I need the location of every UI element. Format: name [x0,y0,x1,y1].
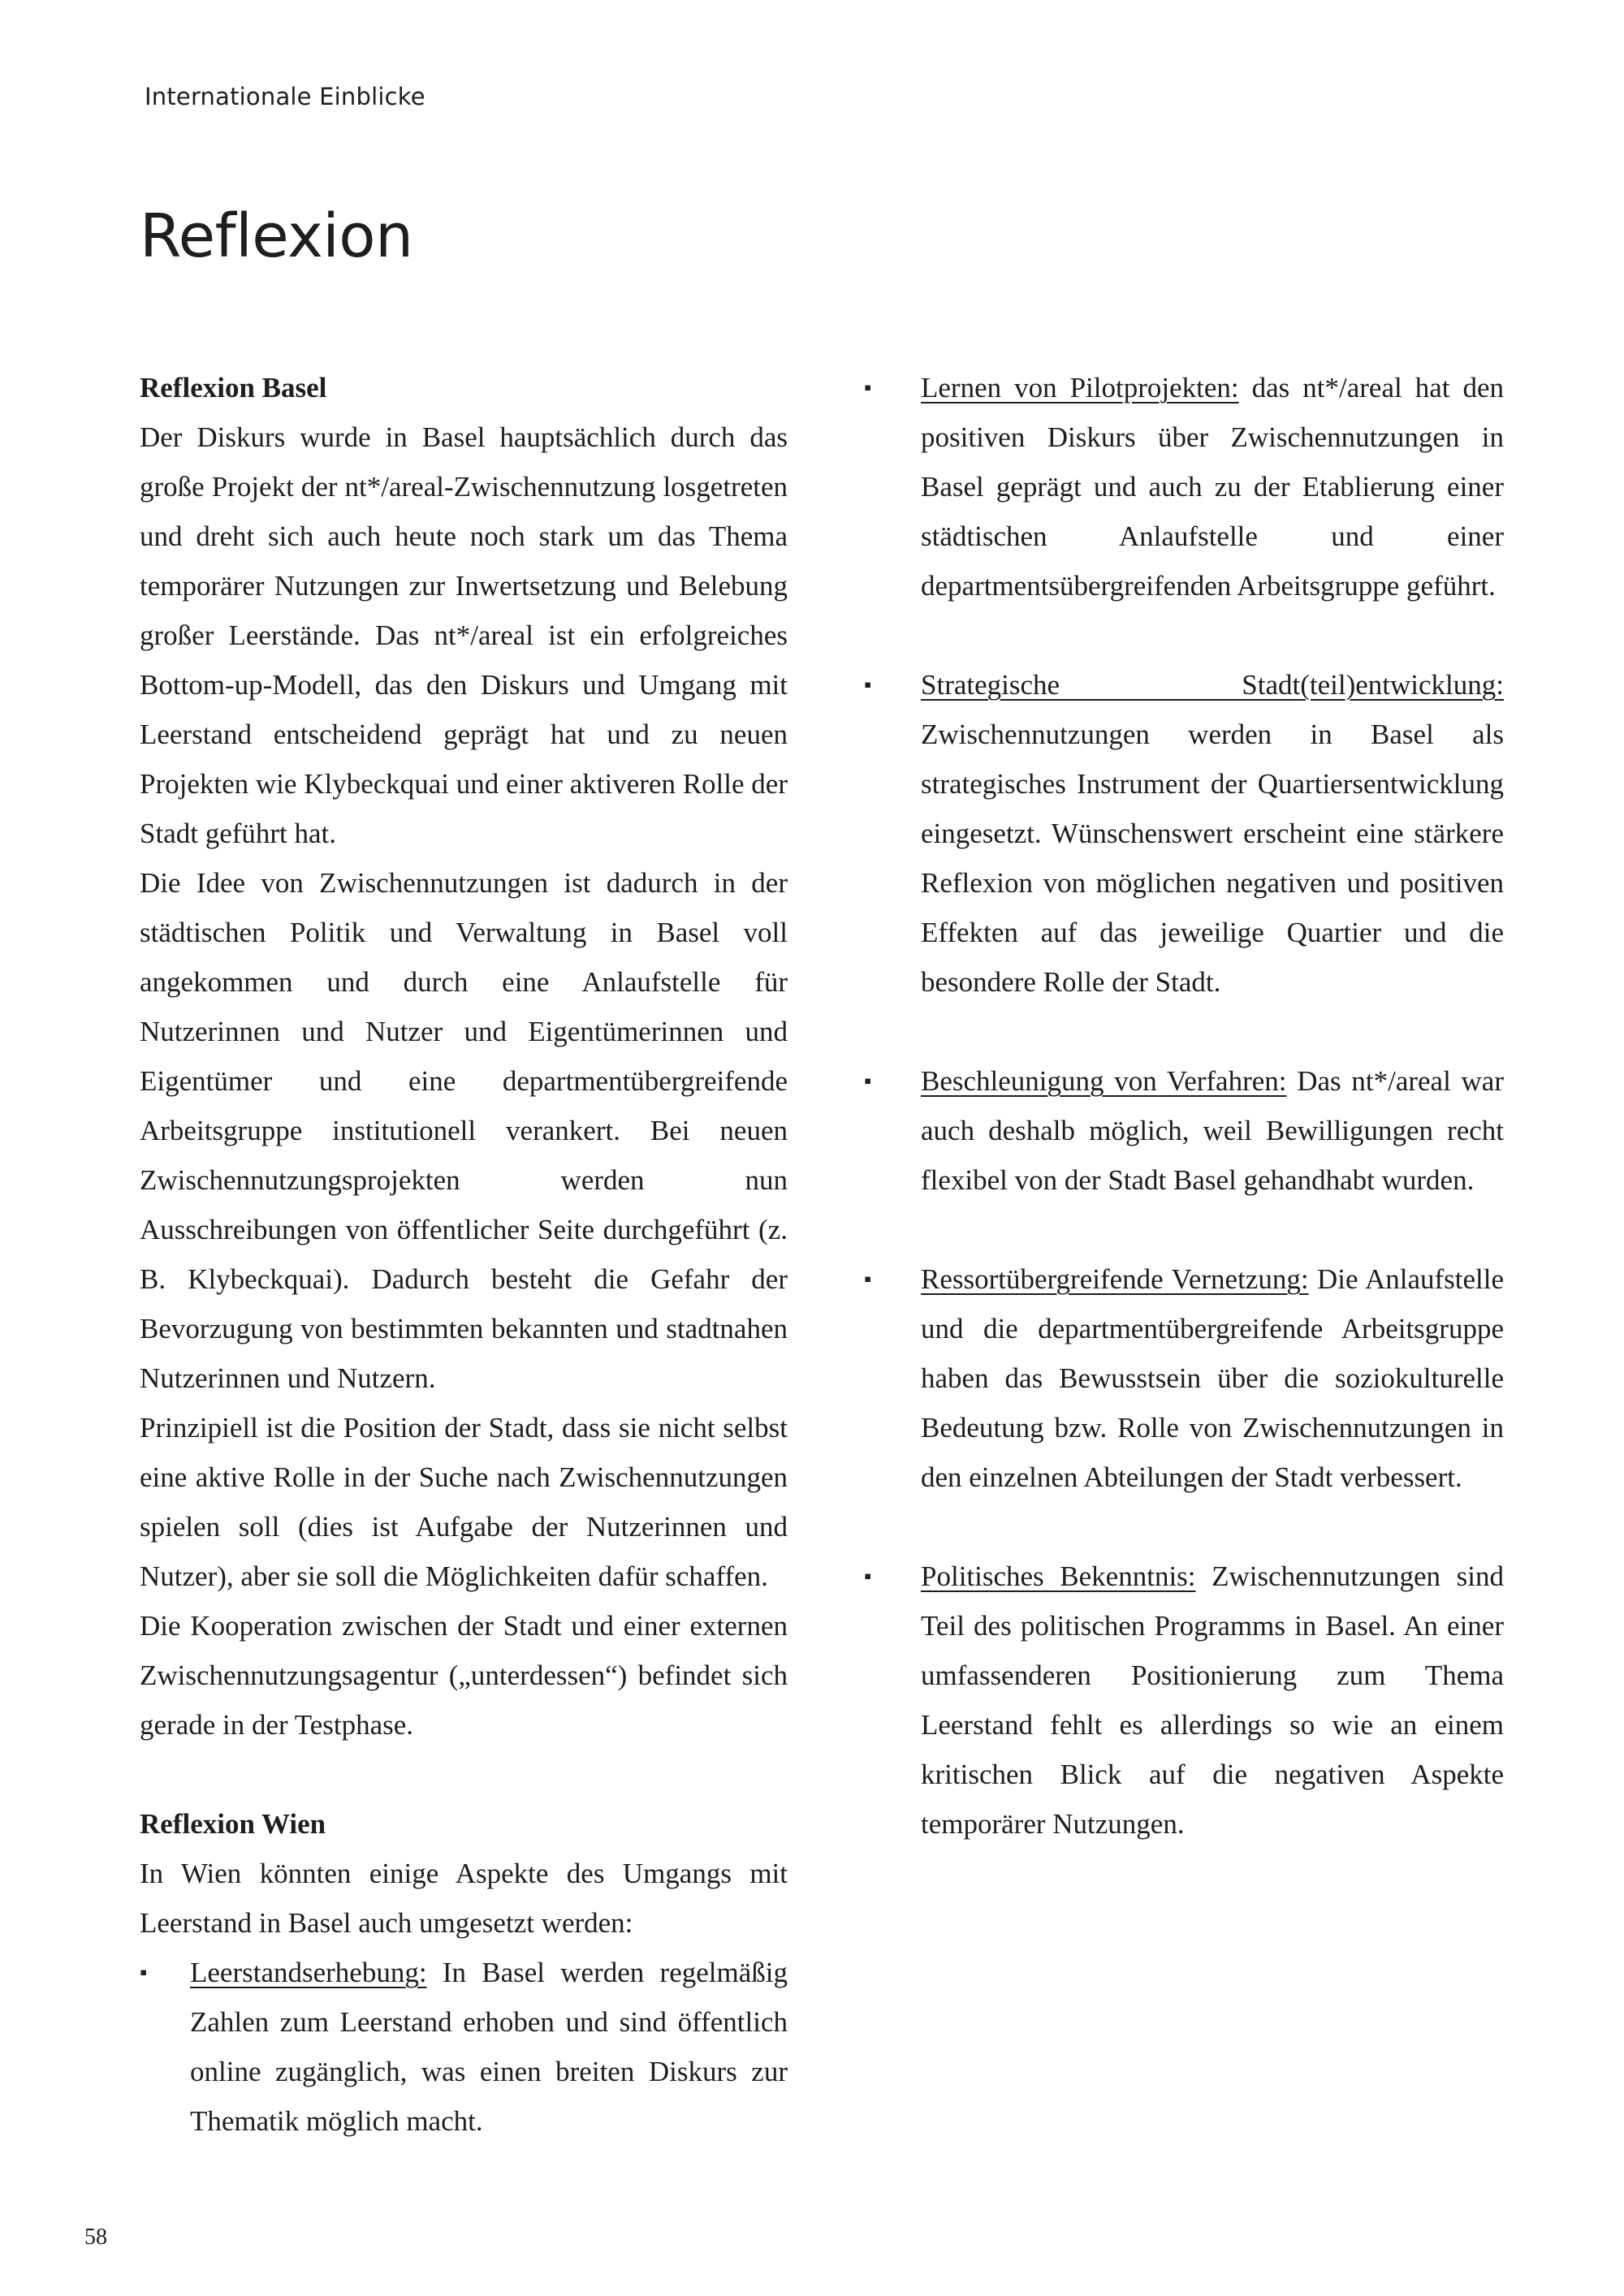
bullet-lead: Ressortübergreifende Vernetzung: [921,1263,1309,1295]
bullet-text: Die Anlaufstelle und die departmentübergreifende Arbeitsgruppe haben das Bewusstsein über die soziokulturelle Bedeutung bzw. Rolle von Zwischennutzungen in den einzelnen Abteilungen der Stadt verbessert. [921,1263,1504,1493]
list-item [864,363,1505,611]
bullet-text: das nt*/areal hat den positiven Diskurs über Zwischennutzungen in Basel geprägt und auch zu der Etablierung einer städtischen Anlaufstelle und einer departmentsübergreifenden Arbeitsgruppe geführt. [921,372,1505,602]
bullet-lead: Lernen von Pilotprojekten: [921,372,1239,404]
list-item [864,1552,1504,1849]
bullet-square-icon: ▪ [864,1069,872,1093]
bullet-text: Zwischennutzungen werden in Basel als strategisches Instrument der Quartiersentwicklung eingesetzt. Wünschenswert erscheint eine stärkere Reflexion von möglichen negativen und positiven Effekten auf das jeweilige Quartier und die besondere Rolle der Stadt. [921,719,1504,998]
bullet-square-icon: ▪ [140,1961,148,1984]
paragraph: Prinzipiell ist die Position der Stadt, dass sie nicht selbst eine aktive Rolle in der Suche nach Zwischennutzungen spielen soll (dies ist Aufgabe der Nutzerinnen und Nutzer), aber sie soll die Möglichkeiten dafür schaffen. [140,1412,788,1592]
running-head: Internationale Einblicke [145,83,425,110]
paragraph: Die Idee von Zwischennutzungen ist dadurch in der städtischen Politik und Verwaltung in Basel voll angekommen und durch eine Anlaufstelle für Nutzerinnen und Nutzer und Eigentümerinnen und Eigentümer und eine departmentübergreifende Arbeitsgruppe institutionell verankert. Bei neuen Zwischennutzungsprojekten werden nun Ausschreibungen von öffentlicher Seite durchgeführt (z. B. Klybeckquai). Dadurch besteht die Gefahr der Bevorzugung von bestimmten bekannten und stadtnahen Nutzerinnen und Nutzern. [140,867,788,1394]
bullet-square-icon: ▪ [864,1267,872,1291]
bullet-text: Das nt*/areal war auch deshalb möglich, weil Bewilligungen recht flexibel von der Stadt Basel gehandhabt wurden. [921,1065,1504,1196]
list-item [864,1056,1504,1205]
spacer [140,1750,788,1799]
bullet-lead: Strategische Stadt(teil)entwicklung: [921,669,1504,701]
paragraph: In Wien könnten einige Aspekte des Umgangs mit Leerstand in Basel auch umgesetzt werden: [140,1858,788,1939]
right-column [864,363,1505,1898]
bullet-lead: Leerstandserhebung: [190,1957,427,1988]
bullet-lead: Beschleunigung von Verfahren: [921,1065,1287,1097]
bullet-text: Zwischennutzungen sind Teil des politischen Programms in Basel. An einer umfassenderen Positionierung zum Thema Leerstand fehlt es allerdings so wie an einem kritischen Blick auf die negativen Aspekte temporärer Nutzungen. [921,1560,1504,1840]
section-heading-basel: Reflexion Basel [140,372,327,404]
list-item [864,1254,1504,1502]
bullet-list [864,363,1505,1849]
left-column [140,363,788,2146]
list-item [864,660,1504,1007]
paragraph: Der Diskurs wurde in Basel hauptsächlich durch das große Projekt der nt*/areal-Zwischennutzung losgetreten und dreht sich auch heute noch stark um das Thema temporärer Nutzungen zur Inwertsetzung und Belebung großer Leerstände. Das nt*/areal ist ein erfolgreiches Bottom-up-Modell, das den Diskurs und Umgang mit Leerstand entscheidend geprägt hat und zu neuen Projekten wie Klybeckquai und einer aktiveren Rolle der Stadt geführt hat. [140,421,788,849]
bullet-list [140,1948,788,2146]
list-item [140,1948,788,2146]
bullet-square-icon: ▪ [864,376,872,399]
bullet-text: In Basel werden regelmäßig Zahlen zum Leerstand erhoben und sind öffentlich online zugänglich, was einen breiten Diskurs zur Thematik möglich macht. [190,1957,788,2137]
section-heading-wien: Reflexion Wien [140,1808,326,1840]
page-number: 58 [84,2225,107,2250]
bullet-square-icon: ▪ [864,673,872,697]
paragraph: Die Kooperation zwischen der Stadt und einer externen Zwischennutzungsagentur („unterdessen“) befindet sich gerade in der Testphase. [140,1610,788,1741]
page-title: Reflexion [140,201,413,271]
bullet-lead: Politisches Bekenntnis: [921,1560,1196,1592]
bullet-square-icon: ▪ [864,1564,872,1588]
